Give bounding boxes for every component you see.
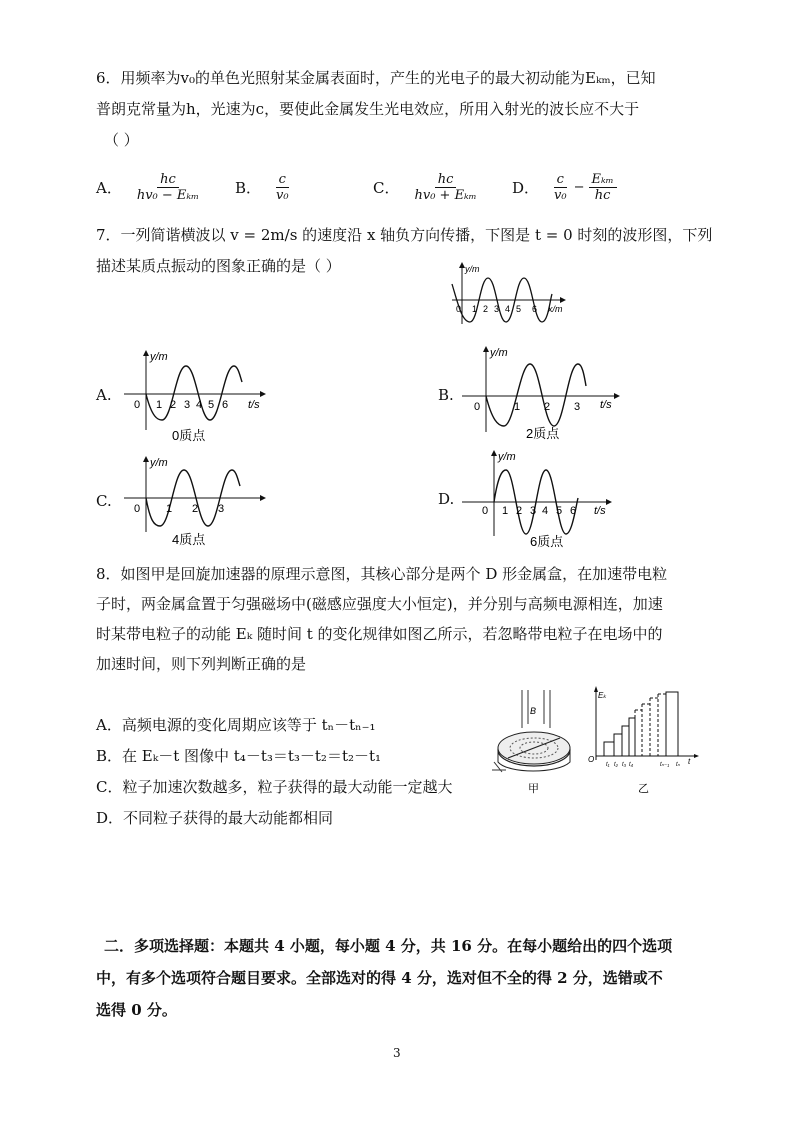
q7-option-b-graph — [458, 342, 628, 442]
q6-paren: （ ） — [104, 131, 139, 149]
fraction — [134, 172, 202, 203]
graph-caption: 2质点 — [526, 426, 560, 441]
axis-label: y/m — [498, 451, 516, 463]
q8-line4: 加速时间，则下列判断正确的是 — [96, 655, 307, 673]
numerator: c — [276, 172, 289, 188]
numerator: Eₖₘ — [589, 172, 617, 188]
q7-option-d-label: D. — [438, 490, 455, 508]
q8-fig-yi — [586, 684, 702, 800]
q8-line3: 时某带电粒子的动能 Eₖ 随时间 t 的变化规律如图乙所示，若忽略带电粒子在电场中的 — [96, 625, 663, 643]
tick-label: 2 — [483, 304, 489, 314]
axis-label: t/s — [594, 505, 606, 517]
q6-line1: 6．用频率为v₀的单色光照射某金属表面时，产生的光电子的最大初动能为Eₖₘ，已知 — [96, 69, 656, 87]
graph-caption: 0质点 — [172, 428, 206, 443]
axis-label: y/m — [490, 347, 508, 359]
tick-label: 3 — [574, 401, 581, 413]
q7-option-a-label: A. — [96, 386, 112, 404]
figure-caption: 甲 — [528, 783, 539, 795]
q7-option-c-graph — [120, 454, 270, 548]
q8-line2: 子时，两金属盒置于匀强磁场中(磁感应强度大小恒定)，并分别与高频电源相连，加速 — [96, 595, 663, 613]
q8-fig-jia — [488, 688, 578, 800]
q6-option-b — [235, 172, 296, 203]
q7-wave-graph — [448, 260, 568, 328]
axis-label: y/m — [465, 264, 480, 274]
fraction — [551, 172, 570, 203]
numerator: hc — [157, 172, 179, 188]
fraction — [589, 172, 617, 203]
origin-label: O — [588, 755, 595, 764]
tick-label: t₄ — [629, 762, 634, 768]
tick-label: 6 — [532, 304, 538, 314]
q7-option-d-graph — [458, 446, 628, 550]
q6-line2: 普朗克常量为h，光速为c，要使此金属发生光电效应，所用入射光的波长应不大于 — [96, 100, 640, 118]
section2-line2: 中，有多个选项符合题目要求。全部选对的得 4 分，选对但不全的得 2 分，选错或不 — [96, 969, 663, 987]
graph-caption: 6质点 — [530, 534, 564, 549]
q8-line1: 8．如图甲是回旋加速器的原理示意图，其核心部分是两个 D 形金属盒，在加速带电粒 — [96, 565, 668, 583]
q6-option-d — [512, 172, 621, 203]
numerator: c — [554, 172, 567, 188]
denominator: hc — [594, 188, 611, 203]
option-label: B． — [235, 179, 262, 197]
q6-option-a — [96, 172, 206, 203]
tick-label: 4 — [505, 304, 511, 314]
section2-line1: 二．多项选择题：本题共 4 小题，每小题 4 分，共 16 分。在每小题给出的四个选项 — [104, 937, 673, 955]
tick-label: 2 — [170, 399, 177, 411]
figure-caption: 乙 — [638, 783, 649, 795]
graph-caption: 4质点 — [172, 532, 206, 547]
axis-label: y/m — [150, 351, 168, 363]
q8-option-a: A．高频电源的变化周期应该等于 tₙ－tₙ₋₁ — [96, 716, 376, 734]
option-label: A． — [96, 179, 122, 197]
q8-option-d: D．不同粒子获得的最大动能都相同 — [96, 809, 334, 827]
q7-option-a-graph — [120, 348, 270, 444]
axis-label: t — [688, 757, 691, 766]
tick-label: 0 — [474, 401, 481, 413]
denominator: hv₀ − Eₖₘ — [136, 188, 200, 203]
tick-label: 4 — [196, 399, 203, 411]
tick-label: 4 — [542, 505, 549, 517]
tick-label: 1 — [514, 401, 521, 413]
tick-label: 6 — [570, 505, 577, 517]
q7-line2: 描述某质点振动的图象正确的是（ ） — [96, 257, 341, 275]
fraction — [273, 172, 292, 203]
tick-label: 3 — [530, 505, 537, 517]
tick-label: 2 — [544, 401, 551, 413]
q7-line1: 7．一列简谐横波以 v = 2m/s 的速度沿 x 轴负方向传播，下图是 t = 0 时刻的波形图，下列 — [96, 226, 713, 244]
tick-label: 1 — [166, 503, 173, 515]
tick-label: 1 — [502, 505, 509, 517]
axis-label: x/m — [548, 304, 563, 314]
tick-label: t₂ — [614, 762, 618, 768]
tick-label: t₃ — [622, 762, 627, 768]
q6-option-c — [373, 172, 484, 203]
tick-label: 2 — [516, 505, 523, 517]
option-label: D． — [512, 179, 540, 197]
tick-label: tₙ — [676, 762, 681, 768]
fraction — [411, 172, 479, 203]
tick-label: tₙ₋₁ — [660, 762, 670, 768]
tick-label: 5 — [516, 304, 522, 314]
numerator: hc — [435, 172, 457, 188]
tick-label: 0 — [482, 505, 489, 517]
q7-option-c-label: C. — [96, 492, 112, 510]
q8-option-b: B．在 Eₖ－t 图像中 t₄－t₃＝t₃－t₂＝t₂－t₁ — [96, 747, 382, 765]
q8-option-c: C．粒子加速次数越多，粒子获得的最大动能一定越大 — [96, 778, 453, 796]
section2-line3: 选得 0 分。 — [96, 1001, 177, 1019]
tick-label: 2 — [192, 503, 199, 515]
tick-label: 5 — [208, 399, 215, 411]
denominator: v₀ — [554, 188, 567, 203]
tick-label: 5 — [556, 505, 563, 517]
tick-label: 1 — [472, 304, 478, 314]
option-label: C． — [373, 179, 400, 197]
field-label: B — [530, 706, 537, 716]
denominator: v₀ — [276, 188, 289, 203]
tick-label: 3 — [494, 304, 500, 314]
tick-label: 3 — [184, 399, 191, 411]
tick-label: 0 — [456, 304, 462, 314]
q7-option-b-label: B. — [438, 386, 454, 404]
axis-label: t/s — [600, 399, 612, 411]
tick-label: 3 — [218, 503, 225, 515]
axis-label: Eₖ — [598, 691, 607, 700]
tick-label: 6 — [222, 399, 229, 411]
denominator: hv₀ + Eₖₘ — [414, 188, 477, 203]
tick-label: 0 — [134, 503, 141, 515]
tick-label: 0 — [134, 399, 141, 411]
tick-label: t₁ — [606, 762, 610, 768]
minus-sign: − — [573, 180, 585, 195]
axis-label: t/s — [248, 399, 260, 411]
axis-label: y/m — [150, 457, 168, 469]
page-number: 3 — [393, 1046, 401, 1060]
tick-label: 1 — [156, 399, 163, 411]
